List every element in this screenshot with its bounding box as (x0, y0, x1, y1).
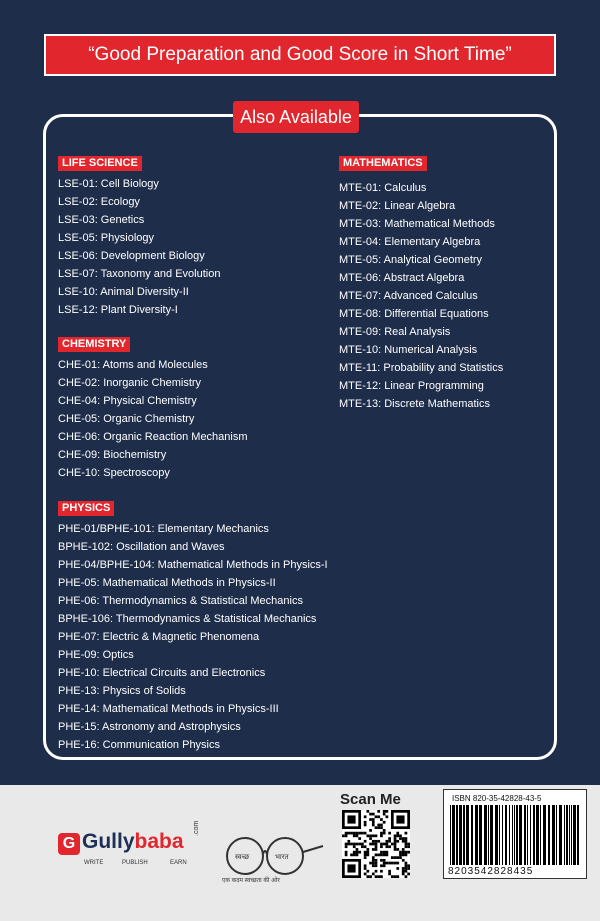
course-item: MTE-01: Calculus (339, 182, 427, 194)
course-item: LSE-12: Plant Diversity-I (58, 304, 178, 316)
course-item: PHE-09: Optics (58, 649, 134, 661)
course-item: PHE-05: Mathematical Methods in Physics-II (58, 577, 276, 589)
course-item: PHE-06: Thermodynamics & Statistical Mechanics (58, 595, 303, 607)
course-item: MTE-08: Differential Equations (339, 308, 489, 320)
course-item: PHE-10: Electrical Circuits and Electronics (58, 667, 266, 679)
brand-name (82, 830, 184, 854)
course-item: PHE-13: Physics of Solids (58, 685, 186, 697)
brand-prefix: Gully (82, 830, 135, 853)
course-item: MTE-05: Analytical Geometry (339, 254, 483, 266)
course-item: MTE-04: Elementary Algebra (339, 236, 481, 248)
scan-me-label: Scan Me (340, 791, 401, 808)
course-list (58, 175, 220, 319)
barcode-number: 8203542828435 (448, 866, 534, 877)
course-item: BPHE-106: Thermodynamics & Statistical Mechanics (58, 613, 317, 625)
course-item: LSE-07: Taxonomy and Evolution (58, 268, 221, 280)
course-item: MTE-07: Advanced Calculus (339, 290, 478, 302)
course-item: MTE-09: Real Analysis (339, 326, 451, 338)
swachh-left-text: स्वच्छ (235, 853, 250, 861)
section-physics (58, 498, 328, 754)
course-item: PHE-07: Electric & Magnetic Phenomena (58, 631, 260, 643)
course-item: PHE-01/BPHE-101: Elementary Mechanics (58, 523, 269, 535)
course-item: BPHE-102: Oscillation and Waves (58, 541, 225, 553)
section-mathematics (339, 153, 503, 413)
course-item: LSE-02: Ecology (58, 196, 140, 208)
barcode-bars (448, 805, 582, 865)
course-item: CHE-02: Inorganic Chemistry (58, 377, 202, 389)
course-item: MTE-02: Linear Algebra (339, 200, 456, 212)
course-item: PHE-04/BPHE-104: Mathematical Methods in Physics-I (58, 559, 328, 571)
course-item: MTE-13: Discrete Mathematics (339, 398, 490, 410)
course-item: CHE-01: Atoms and Molecules (58, 359, 208, 371)
section-title: MATHEMATICS (339, 156, 427, 171)
section-life-science (58, 153, 220, 319)
course-item: CHE-04: Physical Chemistry (58, 395, 197, 407)
course-item: LSE-03: Genetics (58, 214, 145, 226)
swachh-caption: एक कदम स्वच्छता की ओर (222, 878, 280, 884)
section-chemistry (58, 334, 248, 482)
taglet-publish: PUBLISH (122, 860, 148, 866)
tagline-banner: “Good Preparation and Good Score in Short Time” (44, 34, 556, 76)
course-item: MTE-03: Mathematical Methods (339, 218, 495, 230)
course-item: PHE-15: Astronomy and Astrophysics (58, 721, 241, 733)
section-title: LIFE SCIENCE (58, 156, 142, 171)
gullybaba-logo-icon: G (58, 833, 80, 855)
course-item: CHE-05: Organic Chemistry (58, 413, 195, 425)
course-item: LSE-05: Physiology (58, 232, 154, 244)
course-item: CHE-10: Spectroscopy (58, 467, 170, 479)
course-list (58, 520, 328, 754)
isbn-text: ISBN 820-35-42828-43-5 (452, 794, 542, 803)
qr-code[interactable] (342, 810, 410, 878)
section-title: CHEMISTRY (58, 337, 130, 352)
also-available-title: Also Available (233, 101, 359, 133)
course-item: CHE-09: Biochemistry (58, 449, 167, 461)
taglet-earn: EARN (170, 860, 187, 866)
section-title: PHYSICS (58, 501, 114, 516)
course-item: LSE-01: Cell Biology (58, 178, 159, 190)
course-list (58, 356, 248, 482)
course-item: PHE-14: Mathematical Methods in Physics-III (58, 703, 279, 715)
taglet-write: WRITE (84, 860, 104, 866)
brand-domain: .com (193, 820, 200, 836)
course-item: MTE-10: Numerical Analysis (339, 344, 478, 356)
course-item: CHE-06: Organic Reaction Mechanism (58, 431, 248, 443)
course-list (339, 179, 503, 413)
course-item: MTE-11: Probability and Statistics (339, 362, 504, 374)
swachh-right-text: भारत (275, 853, 289, 861)
brand-suffix: baba (134, 830, 184, 853)
course-item: MTE-06: Abstract Algebra (339, 272, 465, 284)
course-item: LSE-06: Development Biology (58, 250, 205, 262)
course-item: LSE-10: Animal Diversity-II (58, 286, 189, 298)
course-item: PHE-16: Communication Physics (58, 739, 221, 751)
course-item: MTE-12: Linear Programming (339, 380, 484, 392)
